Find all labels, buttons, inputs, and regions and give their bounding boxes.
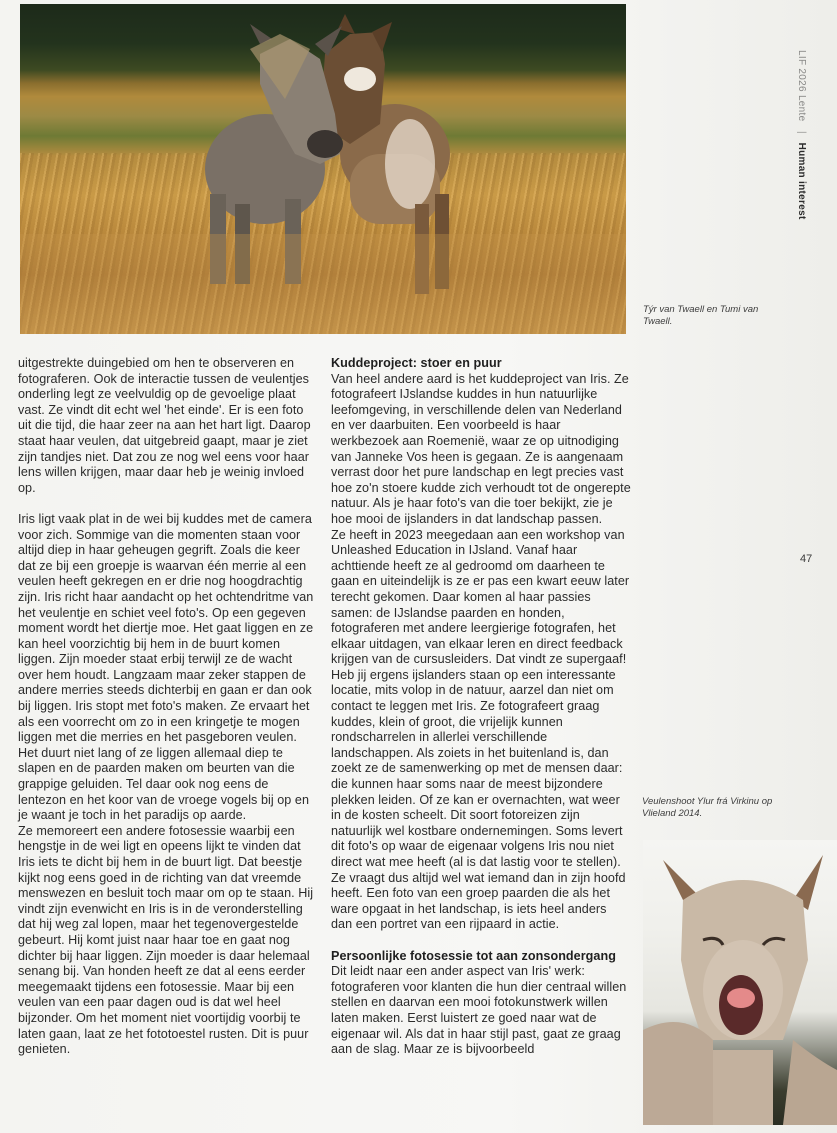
subheading: Kuddeproject: stoer en puur [331, 356, 502, 370]
text-column-left [18, 356, 318, 1058]
paragraph: uitgestrekte duingebied om hen te observeren en fotograferen. Ook de interactie tussen de veulentjes onderling legt ze veelvuldig op de gevoelige plaat vast. Ze vindt dit echt wel 'het einde'. Er is een foto uit die tijd, die haar zeer na aan het hart ligt. Daarop staat haar veulen, dat uitgebreid gaapt, maar je ziet zijn tandjes niet. Dat zou ze nog wel eens voor haar lens willen krijgen, maar daar heb je weinig invloed op. [18, 356, 311, 495]
bottom-photo-caption: Veulenshoot Ylur frá Virkinu op Vlieland 2014. [642, 796, 773, 819]
paragraph: Iris ligt vaak plat in de wei bij kuddes met de camera voor zich. Sommige van die momenten staan voor altijd diep in haar geheugen gegrift. Zoals die keer dat ze bij een groepje is waarvan één merrie al een veulen heeft gekregen en er drie nog hoogdrachtig zijn. Iris richt haar aandacht op het ochtendritme van het veulentje en schiet veel foto's. Op een gegeven moment wordt het diertje moe. Het gaat liggen en ze kan heel voorzichtig bij hem in de buurt komen liggen. Zijn moeder staat erbij terwijl ze de wacht over hem houdt. Langzaam maar zeker stappen de andere merries steeds dichterbij en gaan er dan ook bij liggen. Iris stopt met foto's maken. Ze ervaart het als een voorrecht om zo in een kringetje te mogen liggen met die merries en het pasgeboren veulen. Het duurt niet lang of ze liggen allemaal diep te slapen en de paarden maken om beurten van die grappige geluiden. Tel daar ook nog eens de lentezon en het koor van de vroege vogels bij op en je waant je toch in het paradijs op aarde. [18, 511, 314, 823]
top-photo-caption: Týr van Twaell en Tumi van Twaell. [643, 304, 759, 327]
foals-illustration [20, 4, 626, 334]
running-header [796, 50, 807, 220]
foals-photo [20, 4, 626, 334]
text-column-middle [331, 356, 631, 1058]
yawning-foal-photo [643, 840, 837, 1125]
page-number: 47 [800, 553, 813, 565]
header-separator: | [796, 130, 807, 134]
paragraph: Ze heeft in 2023 meegedaan aan een workshop van Unleashed Education in IJsland. Vanaf haar achttiende heeft ze al gedroomd om daarheen te gaan en uiteindelijk is ze er pas een kwart eeuw later terecht gekomen. Daar komen al haar passies samen: de IJslandse paarden en honden, fotograferen met andere leergierige fotografen, het elkaar uitdagen, van elkaar leren en direct feedback krijgen van de cursusleiders. Dat vindt ze supergaaf! [331, 527, 630, 667]
section-title: Human interest [796, 142, 807, 220]
subheading: Persoonlijke fotosessie tot aan zonsondergang [331, 948, 616, 963]
paragraph: Ze memoreert een andere fotosessie waarbij een hengstje in de wei ligt en opeens lijkt te vinden dat Iris iets te dicht bij hem in de buurt ligt. Dat beestje kijkt nog eens goed in de richting van dat vreemde menswezen en besluit toch maar om op te staan. Hij vindt zijn evenwicht en Iris is in de veronderstelling dat hij weg zal lopen, maar het tegenovergestelde gebeurt. Hij komt juist naar haar toe en gaat nog dichter bij haar liggen. Zijn moeder is daar helemaal senang bij. Van honden heeft ze dat al eens eerder meegemaakt tijdens een fotosessie. Maar bij een veulen van een paar dagen oud is dat wel heel bijzonder. Om het moment niet voortijdig voorbij te laten gaan, laat ze het fototoestel rusten. Dit is puur genieten. [18, 823, 314, 1057]
paragraph: Van heel andere aard is het kuddeproject van Iris. Ze fotografeert IJslandse kuddes in hun natuurlijke leefomgeving, in verschillende delen van Nederland en ver daarbuiten. Een voorbeeld is haar werkbezoek aan Roemenië, waar ze op uitnodiging van Janneke Vos heen is gegaan. Ze is aangenaam verrast door het pure landschap en legt precies vast hoe zo'n stoere kudde zich verhoudt tot de ongerepte natuur. Als je haar foto's van die toer bekijkt, zie je hoe mooi de ijslanders in dat landschap passen. [331, 371, 631, 526]
paragraph: Heb jij ergens ijslanders staan op een interessante locatie, mits volop in de natuur, aarzel dan niet om contact te leggen met Iris. Ze fotografeert graag kuddes, klein of groot, die vrijelijk kunnen rondscharrelen in allerlei verschillende landschappen. Als zoiets in het buitenland is, dan zoekt ze de samenwerking op met de mensen daar: die kunnen haar soms naar de meest bijzondere plekken leiden. Of ze kan er overnachten, wat weer in de kosten scheelt. Dit soort fotoreizen zijn natuurlijk wel kostbare ondernemingen. Soms levert dit foto's op waar de eigenaar volgens Iris nou niet direct wat mee heeft (al is dat lastig voor te stellen). Ze vraagt dus altijd wel wat iemand dan in zijn hoofd heeft. Een foto van een groep paarden die als het ware opgaat in het landschap, is iets heel anders dan een portret van een rijpaard in actie. [331, 667, 626, 932]
yawning-foal-illustration [643, 840, 837, 1125]
magazine-issue: LIF 2026 Lente [796, 50, 807, 122]
paragraph: Dit leidt naar een ander aspect van Iris' werk: fotograferen voor klanten die hun dier centraal willen stellen en daarvan een mooi fotokunstwerk willen laten maken. Eerst luistert ze goed naar wat de eigenaar wil. Als dat in haar stijl past, gaat ze graag aan de slag. Maar ze is bijvoorbeeld [331, 964, 627, 1057]
